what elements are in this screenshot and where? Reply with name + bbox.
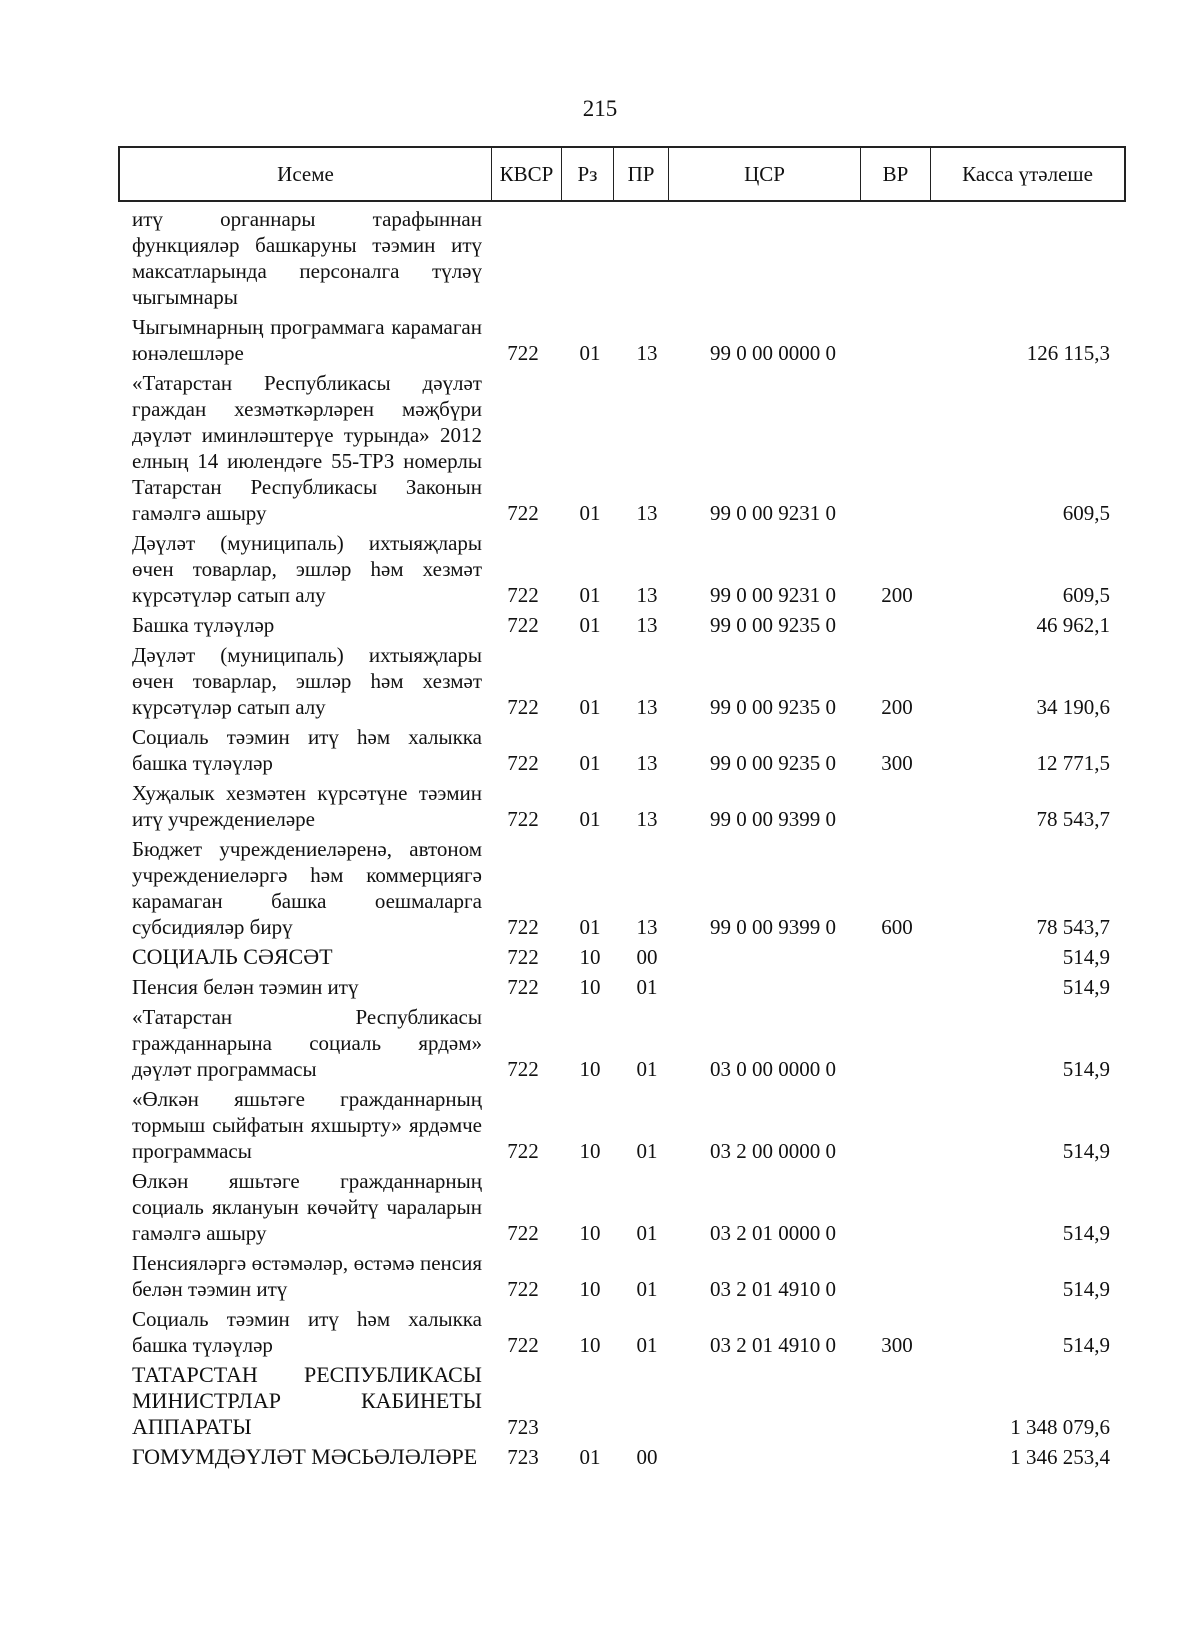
cell-sum: 514,9	[1062, 1139, 1110, 1163]
cell-name: итү органнары тарафыннан функцияләр башкаруны тәэмин итү максатларында персоналга түләү чыгымнары	[132, 207, 482, 309]
cell-name: «Татарстан Республикасы дәүләт граждан хезмәткәрләрен мәҗбүри дәүләт иминләштерүе турында» 2012 елның 14 июлендәге 55-ТРЗ номерлы Татарстан Республикасы Законын гамәлгә ашыру	[132, 371, 482, 525]
header-name: Исеме	[120, 148, 492, 200]
cell-csr: 99 0 00 9235 0	[710, 751, 836, 775]
cell-kvsr: 722	[507, 751, 539, 775]
cell-name: Дәүләт (муниципаль) ихтыяҗлары өчен товарлар, эшләр һәм хезмәт күрсәтүләр сатып алу	[132, 531, 482, 607]
cell-kvsr: 722	[507, 945, 539, 969]
cell-rz: 01	[579, 1445, 601, 1469]
cell-name: Хуҗалык хезмәтен күрсәтүне тәэмин итү учреждениеләре	[132, 781, 482, 831]
table-row	[0, 1444, 1200, 1470]
cell-name: «Өлкән яшьтәге гражданнарның тормыш сыйфатын яхшырту» ярдәмче программасы	[132, 1087, 482, 1163]
cell-pr: 13	[636, 751, 658, 775]
table-row	[0, 1306, 1200, 1358]
cell-csr: 99 0 00 0000 0	[710, 341, 836, 365]
header-vr: ВР	[861, 148, 931, 200]
cell-csr: 03 2 01 4910 0	[710, 1333, 836, 1357]
cell-kvsr: 722	[507, 1139, 539, 1163]
cell-pr: 13	[636, 807, 658, 831]
cell-csr: 99 0 00 9399 0	[710, 807, 836, 831]
table-row	[0, 1004, 1200, 1082]
cell-name: СОЦИАЛЬ СӘЯСӘТ	[132, 944, 333, 969]
cell-sum: 514,9	[1062, 1057, 1110, 1081]
cell-pr: 13	[636, 915, 658, 939]
cell-pr: 01	[636, 1139, 658, 1163]
cell-kvsr: 722	[507, 1277, 539, 1301]
cell-pr: 00	[636, 945, 658, 969]
table-row	[0, 530, 1200, 608]
cell-csr: 03 2 01 0000 0	[710, 1221, 836, 1245]
cell-pr: 01	[636, 1333, 658, 1357]
header-kvsr: КВСР	[492, 148, 562, 200]
table-row	[0, 724, 1200, 776]
cell-sum: 514,9	[1062, 1221, 1110, 1245]
table-body	[0, 206, 1200, 1470]
cell-pr: 01	[636, 1277, 658, 1301]
cell-sum: 46 962,1	[1036, 613, 1110, 637]
cell-csr: 99 0 00 9235 0	[710, 613, 836, 637]
cell-kvsr: 722	[507, 583, 539, 607]
cell-name: Пенсияләргә өстәмәләр, өстәмә пенсия белән тәэмин итү	[132, 1251, 482, 1301]
table-row	[0, 642, 1200, 720]
cell-sum: 34 190,6	[1036, 695, 1110, 719]
table-row	[0, 370, 1200, 526]
cell-vr: 300	[881, 1333, 913, 1357]
cell-vr: 200	[881, 695, 913, 719]
cell-name: Социаль тәэмин итү һәм халыкка башка түләүләр	[132, 725, 482, 775]
cell-sum: 78 543,7	[1036, 915, 1110, 939]
cell-name: «Татарстан Республикасы гражданнарына социаль ярдәм» дәүләт программасы	[132, 1005, 482, 1081]
cell-csr: 99 0 00 9399 0	[710, 915, 836, 939]
cell-pr: 01	[636, 1057, 658, 1081]
table-row	[0, 836, 1200, 940]
cell-kvsr: 722	[507, 341, 539, 365]
cell-sum: 514,9	[1062, 1277, 1110, 1301]
table-header	[118, 146, 1126, 202]
cell-kvsr: 722	[507, 1057, 539, 1081]
cell-sum: 1 346 253,4	[1010, 1445, 1110, 1469]
cell-name: Өлкән яшьтәге гражданнарның социаль яклануын көчәйтү чараларын гамәлгә ашыру	[132, 1169, 482, 1245]
cell-pr: 13	[636, 695, 658, 719]
cell-vr: 200	[881, 583, 913, 607]
cell-kvsr: 723	[507, 1445, 539, 1469]
cell-name: Дәүләт (муниципаль) ихтыяҗлары өчен товарлар, эшләр һәм хезмәт күрсәтүләр сатып алу	[132, 643, 482, 719]
table-row	[0, 1168, 1200, 1246]
table-row	[0, 314, 1200, 366]
cell-rz: 01	[579, 751, 601, 775]
cell-name: ГОМУМДӘҮЛӘТ МӘСЬӘЛӘЛӘРЕ	[132, 1444, 478, 1469]
cell-name: Бюджет учреждениеләренә, автоном учреждениеләргә һәм коммерциягә карамаган башка оешмаларга субсидияләр бирү	[132, 837, 482, 939]
cell-rz: 10	[579, 1277, 601, 1301]
cell-sum: 514,9	[1062, 945, 1110, 969]
table-row	[0, 1086, 1200, 1164]
cell-pr: 13	[636, 501, 658, 525]
header-csr: ЦСР	[669, 148, 861, 200]
cell-rz: 10	[579, 1139, 601, 1163]
cell-sum: 609,5	[1062, 501, 1110, 525]
cell-rz: 10	[579, 1221, 601, 1245]
cell-csr: 99 0 00 9231 0	[710, 501, 836, 525]
table-row	[0, 780, 1200, 832]
header-kassa: Касса үтәлеше	[962, 162, 1093, 186]
cell-rz: 01	[579, 613, 601, 637]
cell-pr: 13	[636, 341, 658, 365]
cell-sum: 12 771,5	[1036, 751, 1110, 775]
cell-pr: 13	[636, 583, 658, 607]
cell-pr: 01	[636, 1221, 658, 1245]
cell-rz: 01	[579, 915, 601, 939]
cell-kvsr: 722	[507, 613, 539, 637]
cell-kvsr: 722	[507, 975, 539, 999]
cell-rz: 01	[579, 341, 601, 365]
cell-kvsr: 722	[507, 915, 539, 939]
cell-vr: 600	[881, 915, 913, 939]
cell-rz: 10	[579, 945, 601, 969]
cell-sum: 514,9	[1062, 975, 1110, 999]
cell-rz: 10	[579, 975, 601, 999]
header-pr: ПР	[614, 148, 669, 200]
cell-sum: 609,5	[1062, 583, 1110, 607]
page-number: 215	[582, 96, 618, 121]
cell-pr: 01	[636, 975, 658, 999]
cell-name: Башка түләүләр	[132, 613, 275, 637]
cell-rz: 10	[579, 1333, 601, 1357]
cell-name: Чыгымнарның программага карамаган юнәлешләре	[132, 315, 482, 365]
cell-csr: 03 0 00 0000 0	[710, 1057, 836, 1081]
cell-name: Социаль тәэмин итү һәм халыкка башка түләүләр	[132, 1307, 482, 1357]
cell-kvsr: 722	[507, 501, 539, 525]
cell-csr: 99 0 00 9235 0	[710, 695, 836, 719]
cell-rz: 01	[579, 501, 601, 525]
cell-rz: 10	[579, 1057, 601, 1081]
cell-csr: 03 2 00 0000 0	[710, 1139, 836, 1163]
cell-rz: 01	[579, 807, 601, 831]
cell-kvsr: 722	[507, 695, 539, 719]
table-row	[0, 974, 1200, 1000]
cell-kvsr: 722	[507, 807, 539, 831]
cell-sum: 126 115,3	[1026, 341, 1110, 365]
table-row	[0, 206, 1200, 310]
cell-csr: 03 2 01 4910 0	[710, 1277, 836, 1301]
cell-csr: 99 0 00 9231 0	[710, 583, 836, 607]
cell-kvsr: 722	[507, 1333, 539, 1357]
cell-kvsr: 722	[507, 1221, 539, 1245]
cell-kvsr: 723	[507, 1415, 539, 1439]
cell-pr: 00	[636, 1445, 658, 1469]
cell-name: ТАТАРСТАН РЕСПУБЛИКАСЫ МИНИСТРЛАР КАБИНЕТЫ АППАРАТЫ	[132, 1362, 482, 1439]
table-row	[0, 944, 1200, 970]
cell-sum: 1 348 079,6	[1010, 1415, 1110, 1439]
cell-pr: 13	[636, 613, 658, 637]
cell-sum: 78 543,7	[1036, 807, 1110, 831]
table-row	[0, 612, 1200, 638]
cell-rz: 01	[579, 695, 601, 719]
table-row	[0, 1362, 1200, 1440]
table-row	[0, 1250, 1200, 1302]
cell-name: Пенсия белән тәэмин итү	[132, 975, 359, 999]
cell-vr: 300	[881, 751, 913, 775]
cell-rz: 01	[579, 583, 601, 607]
header-rz: Рз	[562, 148, 614, 200]
cell-sum: 514,9	[1062, 1333, 1110, 1357]
